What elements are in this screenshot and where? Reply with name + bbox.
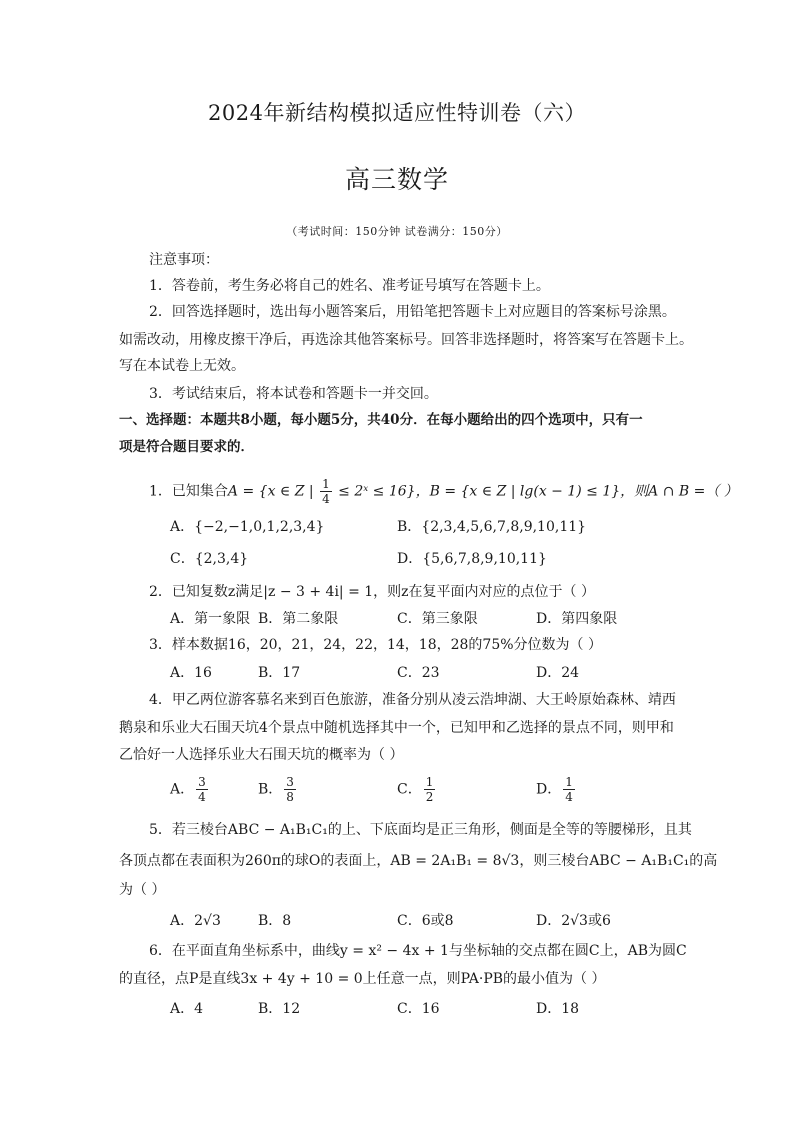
question-1-fraction — [320, 477, 332, 506]
question-4-stem-line-1: 4．甲乙两位游客慕名来到百色旅游，准备分别从凌云浩坤湖、大王岭原始森林、靖西 — [149, 692, 676, 708]
fraction-denominator: 4 — [322, 492, 330, 506]
fraction-denominator: 4 — [565, 790, 573, 804]
question-5-stem-line-2: 各顶点都在表面积为260π的球O的表面上，AB = 2A₁B₁ = 8√3，则三棱台ABC − A₁B₁C₁的高 — [119, 853, 718, 869]
question-3-option-d: D．24 — [536, 665, 580, 681]
question-1-set-a: A = {x ∈ Z | — [227, 483, 319, 500]
question-1-option-c: C．{2,3,4} — [170, 551, 249, 567]
question-3-stem: 3．样本数据16，20，21，24，22，14，18，28的75%分位数为（ ） — [149, 637, 602, 653]
question-2-option-b: B．第二象限 — [258, 611, 339, 627]
question-5-stem-line-1: 5．若三棱台ABC − A₁B₁C₁的上、下底面均是正三角形，侧面是全等的等腰梯形，且其 — [149, 822, 692, 838]
notice-item-2-line-1: 2．回答选择题时，选出每小题答案后，用铅笔把答题卡上对应题目的答案标号涂黑。 — [149, 304, 676, 320]
question-1-option-b: B．{2,3,4,5,6,7,8,9,10,11} — [397, 519, 587, 535]
question-3-option-a: A．16 — [170, 665, 212, 681]
section-1-heading-line-1: 一、选择题：本题共8小题，每小题5分，共40分．在每小题给出的四个选项中，只有一 — [119, 412, 643, 428]
question-1-set-a-rest: ≤ 2ˣ ≤ 16}， — [333, 483, 430, 500]
question-6-option-a: A．4 — [170, 1001, 204, 1017]
fraction-numerator: 3 — [198, 775, 206, 789]
fraction-numerator: 1 — [322, 477, 330, 491]
question-1-option-d: D．{5,6,7,8,9,10,11} — [397, 551, 547, 567]
question-5-stem-line-3: 为（ ） — [119, 882, 166, 898]
question-4-stem-line-3: 乙恰好一人选择乐业大石围天坑的概率为（ ） — [119, 747, 404, 763]
fraction-denominator: 4 — [198, 790, 206, 804]
question-2-option-c: C．第三象限 — [397, 611, 478, 627]
section-1-heading-line-2: 项是符合题目要求的． — [119, 439, 254, 455]
question-5-option-d: D．2√3或6 — [536, 913, 611, 929]
question-6-stem-line-2: 的直径，点P是直线3x + 4y + 10 = 0上任意一点，则PA·PB的最小值为（ ） — [119, 971, 606, 987]
question-1-option-a: A．{−2,−1,0,1,2,3,4} — [170, 519, 325, 535]
option-label: D． — [536, 781, 562, 798]
exam-info: （考试时间：150分钟 试卷满分：150分） — [286, 225, 508, 238]
question-5-option-b: B．8 — [258, 913, 292, 929]
question-2-option-a: A．第一象限 — [170, 611, 251, 627]
option-label: A． — [170, 781, 195, 798]
question-3-option-c: C．23 — [397, 665, 440, 681]
notice-heading: 注意事项： — [149, 252, 219, 268]
question-4-option-b — [258, 775, 298, 804]
notice-item-1: 1．答卷前，考生务必将自己的姓名、准考证号填写在答题卡上。 — [149, 278, 550, 294]
question-6-option-b: B．12 — [258, 1001, 301, 1017]
question-4-option-d — [536, 775, 577, 804]
question-5-option-a: A．2√3 — [170, 913, 221, 929]
question-4-option-a — [170, 775, 210, 804]
question-5-option-c: C．6或8 — [397, 913, 454, 929]
question-1-lead: 1．已知集合 — [149, 483, 228, 500]
fraction-numerator: 1 — [565, 775, 573, 789]
question-6-option-d: D．18 — [536, 1001, 580, 1017]
question-1-set-b: B = {x ∈ Z | lg(x − 1) ≤ 1}，则A ∩ B =（ ） — [429, 483, 738, 500]
option-label: B． — [258, 781, 283, 798]
notice-item-2-line-3: 写在本试卷上无效。 — [119, 358, 245, 374]
question-6-option-c: C．16 — [397, 1001, 440, 1017]
question-6-stem-line-1: 6．在平面直角坐标系中，曲线y = x² − 4x + 1与坐标轴的交点都在圆C上，AB为圆C — [149, 943, 687, 959]
question-3-option-b: B．17 — [258, 665, 301, 681]
fraction-numerator: 1 — [425, 775, 434, 789]
fraction-denominator: 2 — [425, 790, 434, 804]
question-4-stem-line-2: 鹅泉和乐业大石围天坑4个景点中随机选择其中一个，已知甲和乙选择的景点不同，则甲和 — [119, 720, 674, 736]
question-2-option-d: D．第四象限 — [536, 611, 618, 627]
fraction-denominator: 8 — [286, 790, 294, 804]
fraction-numerator: 3 — [286, 775, 294, 789]
page-title: 2024年新结构模拟适应性特训卷（六） — [208, 101, 586, 125]
question-2-stem: 2．已知复数z满足|z − 3 + 4i| = 1，则z在复平面内对应的点位于（ ） — [149, 584, 596, 600]
notice-item-3: 3．考试结束后，将本试卷和答题卡一并交回。 — [149, 386, 438, 402]
question-1-stem — [149, 477, 738, 506]
notice-item-2-line-2: 如需改动，用橡皮擦干净后，再选涂其他答案标号。回答非选择题时，将答案写在答题卡上。 — [119, 332, 693, 348]
subject-title: 高三数学 — [344, 165, 449, 194]
question-4-option-c — [397, 775, 437, 804]
option-label: C． — [397, 781, 422, 798]
